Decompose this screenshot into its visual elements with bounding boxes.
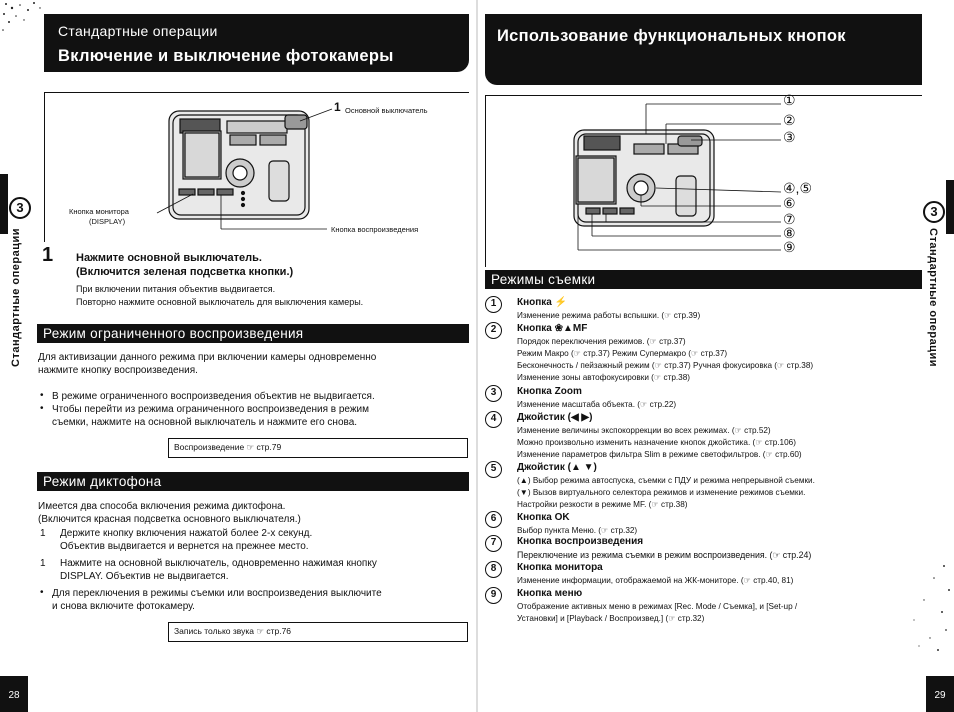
item-number-badge: 2 — [485, 322, 502, 339]
page-gutter — [476, 0, 478, 712]
item-number-badge: 6 — [485, 511, 502, 528]
step-title-line2: (Включится зеленая подсветка кнопки.) — [76, 266, 294, 278]
step-note-line2: Повторно нажмите основной выключатель для выключения камеры. — [76, 297, 364, 307]
callout-number: 1 — [334, 100, 341, 114]
section-dictaphone-title: Режим диктофона — [37, 472, 469, 491]
item-title: Кнопка Zoom — [517, 386, 582, 397]
chapter-number-badge: 3 — [923, 201, 945, 223]
dictaphone-step-number: 1 — [40, 558, 46, 569]
section-paragraph-line1: Для активизации данного режима при включении камеры одновременно — [38, 352, 377, 363]
item-number-badge: 3 — [485, 385, 502, 402]
item-desc: (▲) Выбор режима автоспуска, съемки с ПДУ и режима непрерывной съемки. — [517, 476, 815, 485]
step-title-line1: Нажмите основной выключатель. — [76, 252, 262, 264]
item-title: Кнопка ❀▲MF — [517, 323, 588, 334]
callout-display-button-line1: Кнопка монитора — [69, 207, 129, 216]
dictaphone-line2: (Включится красная подсветка основного выключателя.) — [38, 514, 301, 525]
item-desc: Изменение зоны автофокусировки (☞ стр.38) — [517, 373, 691, 382]
item-desc: Изменение величины экспокоррекции во всех режимах. (☞ стр.52) — [517, 426, 771, 435]
callout-playback-button: Кнопка воспроизведения — [331, 225, 419, 234]
item-desc: Порядок переключения режимов. (☞ стр.37) — [517, 337, 686, 346]
header-title: Использование функциональных кнопок — [497, 27, 846, 45]
dictaphone-step1-line2: Объектив выдвигается и вернется на прежнее место. — [60, 541, 309, 552]
dictaphone-step2-line1: Нажмите на основной выключатель, одновременно нажимая кнопку — [60, 558, 377, 569]
item-number-badge: 7 — [485, 535, 502, 552]
item-desc: Отображение активных меню в режимах [Rec. Mode / Съемка], и [Set-up / — [517, 602, 798, 611]
camera-back-buttons-illustration-icon — [486, 92, 923, 268]
item-title: Кнопка OK — [517, 512, 570, 523]
item-desc: Изменение режима работы вспышки. (☞ стр.39) — [517, 311, 701, 320]
figure-label-7: ⑦ — [783, 211, 796, 227]
chapter-number-badge: 3 — [9, 197, 31, 219]
callout-power-switch: Основной выключатель — [345, 106, 428, 115]
item-desc: Установки] и [Playback / Воспроизвед.] (☞ стр.32) — [517, 614, 705, 623]
chapter-side-label: Стандартные операции — [927, 228, 939, 367]
page-header — [44, 14, 469, 72]
item-desc: Настройки резкости в режиме MF. (☞ стр.38) — [517, 500, 688, 509]
side-tab — [0, 174, 8, 234]
section-limited-playback-title: Режим ограниченного воспроизведения — [37, 324, 469, 343]
figure-label-8: ⑧ — [783, 225, 796, 241]
figure-label-3: ③ — [783, 129, 796, 145]
scan-edge-noise-icon — [894, 560, 954, 660]
step-note-line1: При включении питания объектив выдвигается. — [76, 284, 276, 294]
item-title: Кнопка меню — [517, 588, 583, 599]
header-subtitle: Стандартные операции — [58, 23, 218, 39]
item-number-badge: 8 — [485, 561, 502, 578]
item-desc: Выбор пункта Меню. (☞ стр.32) — [517, 526, 638, 535]
item-desc: Изменение параметров фильтра Slim в режиме светофильтров. (☞ стр.60) — [517, 450, 802, 459]
reference-box-playback: Воспроизведение ☞ стр.79 — [168, 438, 468, 458]
figure-label-1: ① — [783, 92, 796, 108]
bullet-dot-icon: • — [40, 587, 44, 598]
item-number-badge: 9 — [485, 587, 502, 604]
camera-figure — [44, 92, 469, 242]
right-page — [477, 0, 954, 712]
item-number-badge: 1 — [485, 296, 502, 313]
dictaphone-line1: Имеется два способа включения режима диктофона. — [38, 501, 286, 512]
item-desc: Изменение информации, отображаемой на ЖК-мониторе. (☞ стр.40, 81) — [517, 576, 794, 585]
item-number-badge: 4 — [485, 411, 502, 428]
item-desc: Изменение масштаба объекта. (☞ стр.22) — [517, 400, 677, 409]
side-tab — [946, 180, 954, 234]
figure-label-2: ② — [783, 112, 796, 128]
item-number-badge: 5 — [485, 461, 502, 478]
item-title: Кнопка воспроизведения — [517, 536, 644, 547]
figure-label-4-5: ④,⑤ — [783, 180, 812, 196]
item-title: Джойстик (▲ ▼) — [517, 462, 597, 473]
page-number: 29 — [926, 676, 954, 712]
figure-label-9: ⑨ — [783, 239, 796, 255]
item-desc: Можно произвольно изменить назначение кнопок джойстика. (☞ стр.106) — [517, 438, 796, 447]
page-number: 28 — [0, 676, 28, 712]
item-desc: Бесконечность / пейзажный режим (☞ стр.37) Ручная фокусировка (☞ стр.38) — [517, 361, 814, 370]
section-shooting-modes-title: Режимы съемки — [485, 270, 922, 289]
step-number: 1 — [42, 244, 54, 266]
reference-box-sound-only: Запись только звука ☞ стр.76 — [168, 622, 468, 642]
dictaphone-step1-line1: Держите кнопку включения нажатой более 2-х секунд. — [60, 528, 313, 539]
section-paragraph-line2: нажмите кнопку воспроизведения. — [38, 365, 198, 376]
header-title: Включение и выключение фотокамеры — [58, 47, 394, 65]
item-title: Кнопка ⚡ — [517, 297, 568, 308]
bullet-item-2-line1: Чтобы перейти из режима ограниченного воспроизведения в режим — [52, 404, 370, 415]
page-header — [485, 14, 922, 85]
bullet-item-1: В режиме ограниченного воспроизведения объектив не выдвигается. — [52, 391, 375, 402]
bullet-dot-icon: • — [40, 390, 44, 401]
chapter-side-label: Стандартные операции — [10, 228, 22, 367]
dictaphone-step2-line2: DISPLAY. Объектив не выдвигается. — [60, 571, 229, 582]
dictaphone-step-number: 1 — [40, 528, 46, 539]
bullet-item-2-line2: съемки, нажмите на основной выключатель и нажмите его снова. — [52, 417, 358, 428]
callout-display-button-line2: (DISPLAY) — [89, 217, 126, 226]
figure-label-6: ⑥ — [783, 195, 796, 211]
item-desc: Переключение из режима съемки в режим воспроизведения. (☞ стр.24) — [517, 550, 812, 560]
camera-buttons-figure — [485, 92, 922, 267]
item-title: Джойстик (◀ ▶) — [517, 412, 593, 423]
dictaphone-bullet-line1: Для переключения в режимы съемки или воспроизведения выключите — [52, 588, 382, 599]
item-title: Кнопка монитора — [517, 562, 603, 573]
item-desc: (▼) Вызов виртуального селектора режимов и изменение режимов съемки. — [517, 488, 806, 497]
bullet-dot-icon: • — [40, 403, 44, 414]
dictaphone-bullet-line2: и снова включите фотокамеру. — [52, 601, 195, 612]
item-desc: Режим Макро (☞ стр.37) Режим Супермакро (☞ стр.37) — [517, 349, 728, 358]
